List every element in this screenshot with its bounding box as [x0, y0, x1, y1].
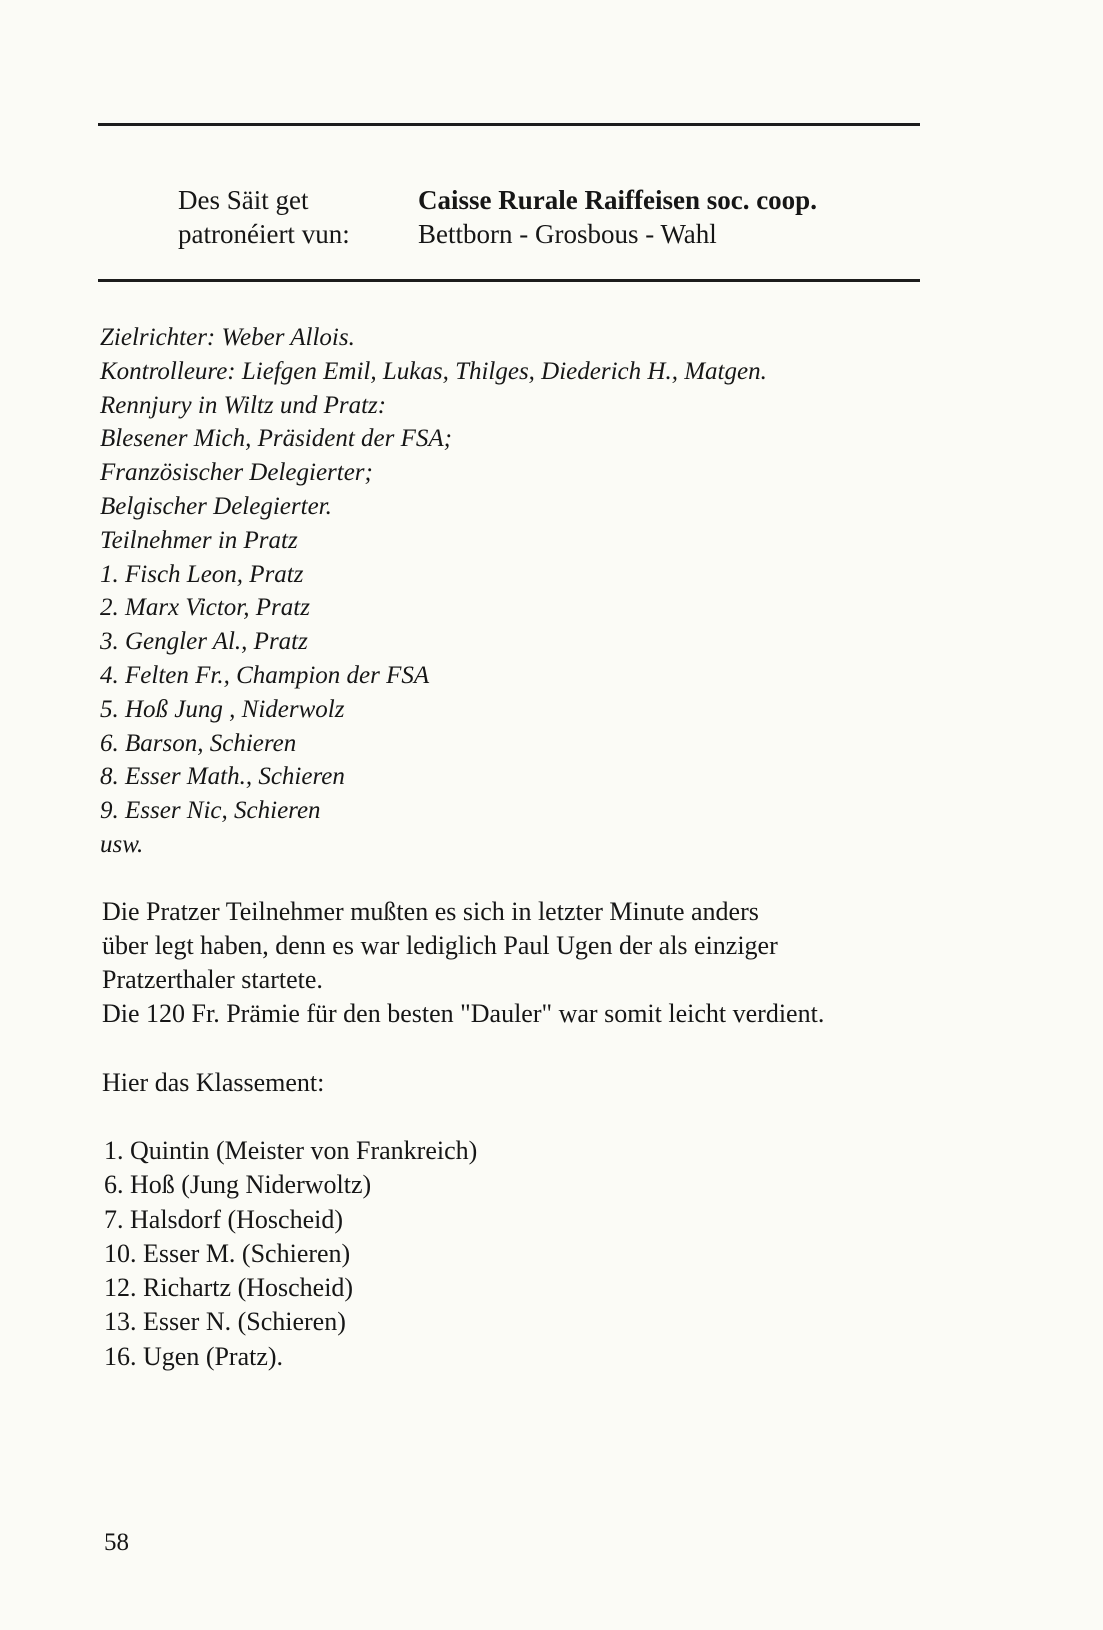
official-line: Teilnehmer in Pratz — [100, 526, 298, 554]
ranking-item: 12. Richartz (Hoscheid) — [104, 1273, 354, 1303]
top-divider — [98, 123, 920, 126]
official-line: Zielrichter: Weber Allois. — [100, 324, 355, 351]
participant-line: 9. Esser Nic, Schieren — [100, 797, 321, 825]
ranking-item: 7. Halsdorf (Hoscheid) — [104, 1204, 343, 1234]
official-line: Kontrolleure: Liefgen Emil, Lukas, Thilges, Diederich H., Matgen. — [100, 357, 767, 385]
participant-line: 3. Gengler Al., Pratz — [100, 628, 308, 656]
participant-line: 2. Marx Victor, Pratz — [100, 594, 310, 622]
ranking-item: 1. Quintin (Meister von Frankreich) — [104, 1136, 478, 1165]
participant-line: 6. Barson, Schieren — [100, 729, 297, 757]
ranking-item: 10. Esser M. (Schieren) — [104, 1238, 351, 1268]
participant-line: 1. Fisch Leon, Pratz — [100, 560, 304, 588]
ranking-list — [104, 1134, 477, 1374]
participant-line: 5. Hoß Jung , Niderwolz — [100, 695, 345, 723]
sponsor-name: Caisse Rurale Raiffeisen soc. coop. — [418, 185, 817, 215]
official-line: Französischer Delegierter; — [100, 459, 373, 487]
bottom-divider — [98, 279, 920, 282]
classement-heading: Hier das Klassement: — [102, 1068, 325, 1097]
ranking-item: 16. Ugen (Pratz). — [104, 1341, 284, 1371]
participant-line: 4. Felten Fr., Champion der FSA — [100, 661, 430, 689]
sponsor-location: Bettborn - Grosbous - Wahl — [418, 219, 717, 249]
page-number: 58 — [104, 1529, 129, 1556]
ranking-item: 13. Esser N. (Schieren) — [104, 1307, 346, 1337]
paragraph-line: Die 120 Fr. Prämie für den besten "Dauler" war somit leicht verdient. — [102, 999, 825, 1028]
official-line: Rennjury in Wiltz und Pratz: — [100, 391, 387, 419]
sponsor-block — [178, 183, 817, 251]
participant-line: 8. Esser Math., Schieren — [100, 763, 345, 791]
paragraph-line: Die Pratzer Teilnehmer mußten es sich in letzter Minute anders — [102, 897, 759, 926]
ranking-item: 6. Hoß (Jung Niderwoltz) — [104, 1170, 372, 1200]
sponsor-label-line1: Des Säit get — [178, 185, 309, 215]
sponsor-label-line2: patronéiert vun: — [178, 219, 350, 249]
official-line: Blesener Mich, Präsident der FSA; — [100, 425, 452, 453]
official-line: Belgischer Delegierter. — [100, 492, 332, 520]
officials-list — [100, 321, 767, 862]
sponsor-row-name — [178, 183, 817, 217]
sponsor-row-location — [178, 217, 817, 251]
narrative-paragraph — [102, 895, 932, 1031]
paragraph-line: Pratzerthaler startete. — [102, 965, 323, 994]
paragraph-line: über legt haben, denn es war lediglich Paul Ugen der als einziger — [102, 931, 778, 960]
participant-line: usw. — [100, 830, 144, 858]
